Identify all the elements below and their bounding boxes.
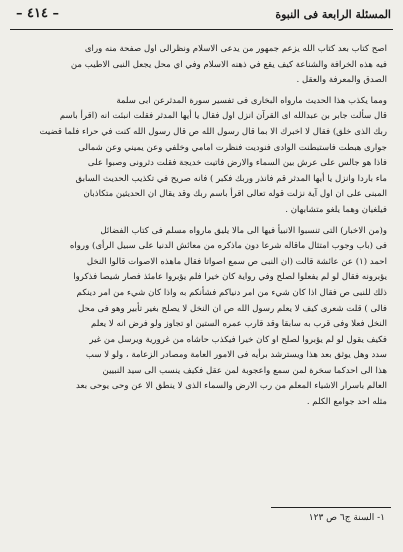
page-header [12,6,391,28]
paragraph [16,42,387,89]
footnote-divider [271,507,391,508]
text-line: ربك الذى خلق) فقال لا اخبرك الا بما قال رسول الله ص قال رسول الله كنت في حراء فلما قضيت [39,126,387,137]
text-line: سدد وهل يوثق بعد هذا ويسترشد برأيه فى الامور العامة ومصادر الزعامة ، ولو لا سب [85,350,387,361]
text-line: فى (باب وجوب امتثال ماقاله شرعا دون ماذكره من معائش الدنيا على سبيل الرأى) ورواه [69,241,387,252]
text-line: فيه هذه الخرافة والشناعة كيف يقع في ذهنه الاسلام وفي اي محل يجعل النبى الاطيب من [70,59,387,70]
text-line: فالى ) قلت شعرى كيف لا يعلم رسول الله ص ان النخل لا يصلح بغير تأبير وهو فى محل [78,303,387,314]
text-line: فيلغيان وهما يلغو متشابهان . [285,204,387,215]
text-line: و(من الاخبار) التى تنسبوا الانبيأ فيها الى مالا يليق مارواه مسلم فى كتاب الفضائل [100,225,387,236]
running-title: المسئلة الرابعة فى النبوة [275,8,391,21]
text-line: فاذا هو جالس على عرش بين السماء والارض فاتيت خديجة فقلت دثرونى وصبوا على [87,158,387,169]
paragraph [16,224,387,411]
text-line: جوارى هبطت فاستبطنت الوادى فنوديت فنظرت امامي وخلفي وعن يميني وعن شمالى [78,142,387,153]
text-line: مثله احد جوامع الكلم . [306,397,387,408]
paragraph [16,94,387,219]
text-line: المبنى على ان اول آية نزلت قوله تعالى اقرأ باسم ربك وقد يقال ان الحديثين متكاذبان [83,189,387,200]
text-line: احمد (١) عن عائشة قالت (ان النبى ص سمع اصواتا فقال ماهذه الاصوات قالوا النخل [86,256,387,267]
page-number: – ٤١٤ – [16,6,60,21]
text-line: النخل فعلا وفى قرب به سابقا وقد قارب عمره الستين او تجاوز ولو فرض انه لا يعلم [91,319,387,330]
text-line: ذلك للنبى ص فقال اذا كان شيء من امر دنياكم فشأنكم به واذا كان شيء من امر دينكم [76,287,387,298]
footnote: ١- السنة ج٦ ص ١٢٣ [308,513,385,523]
header-divider [10,29,393,30]
text-line: اصح كتاب بعد كتاب الله يزعم جمهور من يدعى الاسلام ونظرالى اول صفحة منه وراى [84,44,387,54]
main-text [16,42,387,411]
text-line: يؤبرونه فقال لو لم يفعلوا لصلح وفي رواية كان خيرا فلم يؤبروا عامئذ فصار شيصا فذكروا [73,272,387,283]
text-line: ومما يكذب هذا الحديث مارواه البخارى فى تفسير سورة المدثرعن ابى سلمة [116,95,387,106]
text-line: فكيف يقول لو لم يؤبروا لصلح او كان خيرا فيكذب حاشاه من غرورية ويرسل من غير [89,334,387,345]
text-line: العالم باسرار الاشياء المعلم من رب الارض والسماء الذى لا ينطق الا عن وحى يوحى بعد [76,381,387,392]
text-line: قال سألت جابر بن عبدالله اى القرآن انزل اول فقال يا أيها المدثر فقلت انبئت انه (اقرأ باسم [59,111,387,122]
text-line: ماء باردا وانزل يا أيها المدثر قم فانذر وربك فكبر ) فانه صريح في تكذيب الحديث السابق [75,173,387,184]
text-line: هذا الى احدكما سخرة لمن سمع واعجوبة لمن عقل فكيف ينسب الى سيد النبيين [102,365,387,376]
text-line: الصدق والمعرفة والعقل . [296,75,387,86]
